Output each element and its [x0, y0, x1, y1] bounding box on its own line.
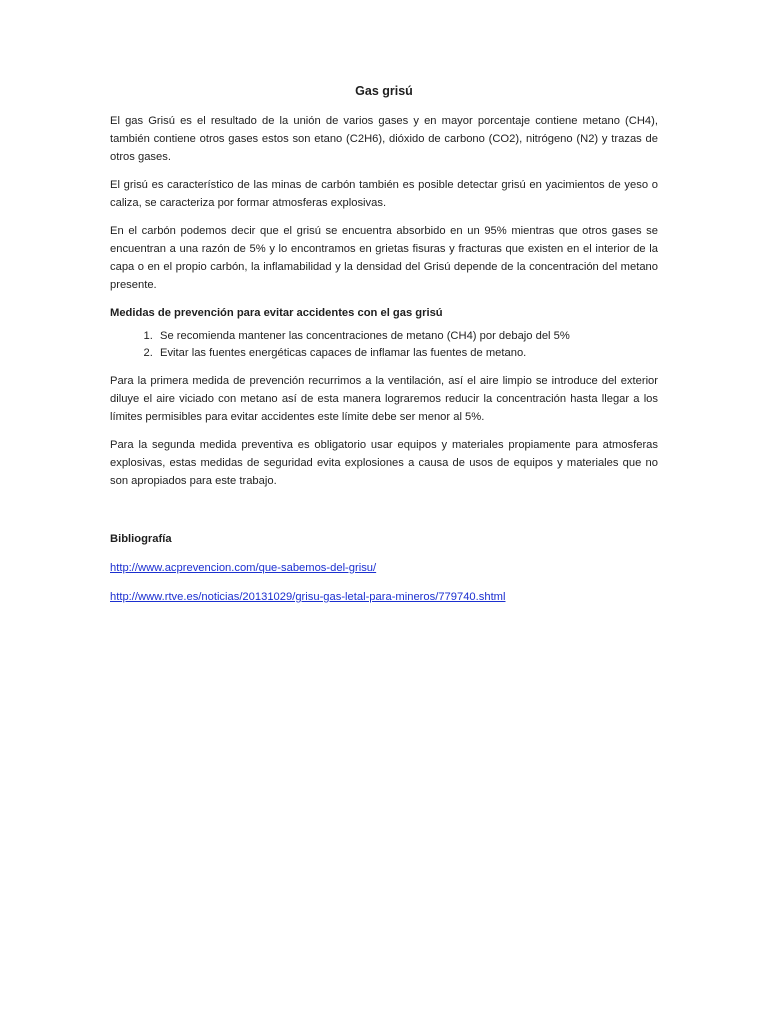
paragraph-ventilation: Para la primera medida de prevención recurrimos a la ventilación, así el aire limpio se introduce del exterior diluye el aire viciado con metano así de esta manera lograremos reducir la concentración hasta llegar a los límites permisibles para evitar accidentes este límite debe ser menor al 5%. [110, 375, 658, 423]
paragraph-coal: En el carbón podemos decir que el grisú se encuentra absorbido en un 95% mientras que otros gases se encuentran a una razón de 5% y lo encontramos en grietas fisuras y fracturas que existen en el interior de la capa o en el propio carbón, la inflamabilidad y la densidad del Grisú depende de la concentración del metano presente. [110, 225, 658, 291]
list-item: 1. Se recomienda mantener las concentraciones de metano (CH4) por debajo del 5% [156, 328, 658, 345]
measures-heading: Medidas de prevención para evitar accidentes con el gas grisú [110, 307, 443, 319]
list-item: 2. Evitar las fuentes energéticas capaces de inflamar las fuentes de metano. [156, 345, 658, 362]
bibliography-link-rtve[interactable]: http://www.rtve.es/noticias/20131029/grisu-gas-letal-para-mineros/779740.shtml [110, 591, 506, 603]
bibliography-link-acprevencion[interactable]: http://www.acprevencion.com/que-sabemos-del-grisu/ [110, 562, 377, 574]
paragraph-definition: El gas Grisú es el resultado de la unión de varios gases y en mayor porcentaje contiene metano (CH4), también contiene otros gases estos son etano (C2H6), dióxido de carbono (CO2), nitrógeno (N2) y trazas de otros gases. [110, 115, 658, 163]
measures-list [110, 328, 658, 362]
paragraph-equipment: Para la segunda medida preventiva es obligatorio usar equipos y materiales propiamente para atmosferas explosivas, estas medidas de seguridad evita explosiones a causa de usos de equipos y materiales que no son apropiados para este trabajo. [110, 439, 658, 487]
paragraph-characteristics: El grisú es característico de las minas de carbón también es posible detectar grisú en yacimientos de yeso o caliza, se caracteriza por formar atmosferas explosivas. [110, 179, 658, 209]
bibliography-heading: Bibliografía [110, 533, 172, 545]
document-title: Gas grisú [355, 84, 413, 98]
